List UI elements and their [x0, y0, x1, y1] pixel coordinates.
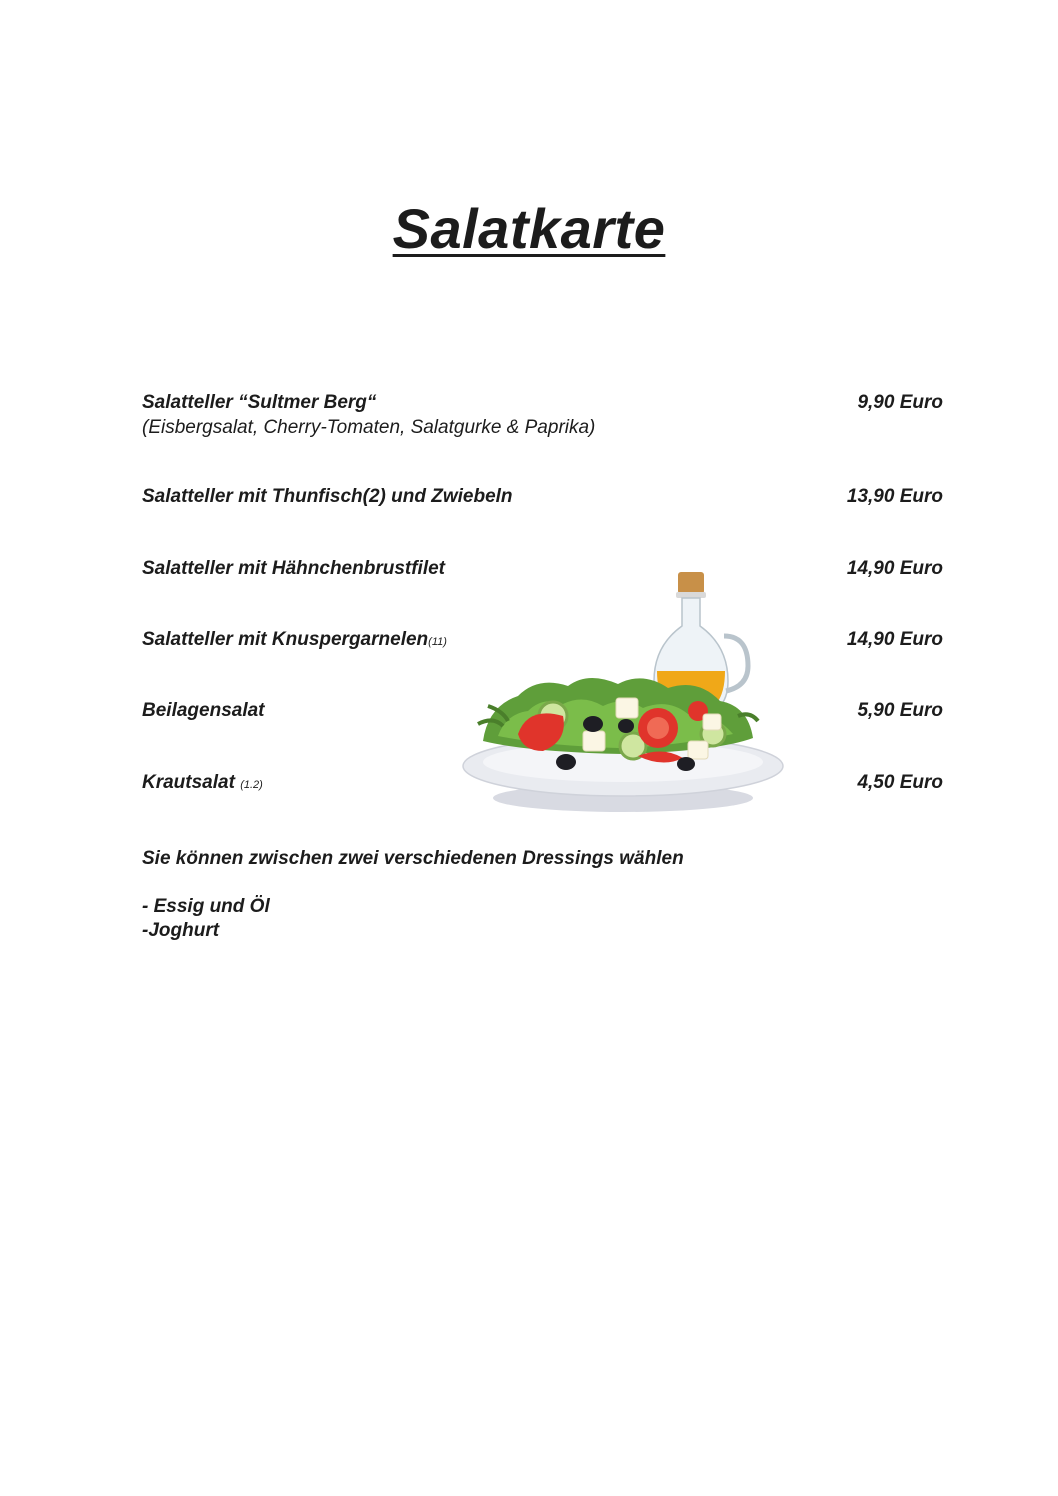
- olive: [556, 754, 576, 770]
- cheese-cube: [703, 714, 721, 730]
- dressing-heading: Sie können zwischen zwei verschiedenen Dressings wählen: [142, 848, 684, 869]
- olive: [677, 757, 695, 771]
- cheese-cube: [688, 741, 708, 759]
- allergen-note: (1.2): [240, 779, 263, 791]
- salad-plate-with-oil-bottle-icon: [458, 566, 788, 816]
- menu-item-label: Salatteller mit Knuspergarnelen: [142, 629, 429, 650]
- menu-item-price: 13,90 Euro: [846, 486, 943, 507]
- dressing-option: -Joghurt: [142, 920, 220, 941]
- cheese-cube: [616, 698, 638, 718]
- menu-item-name: [142, 772, 263, 794]
- menu-item-price: 14,90 Euro: [846, 558, 943, 579]
- page-title: Salatkarte: [392, 197, 666, 260]
- olive: [618, 719, 634, 733]
- menu-item-name: Salatteller mit Thunfisch(2) und Zwiebeln: [142, 486, 513, 507]
- menu-item-description: (Eisbergsalat, Cherry-Tomaten, Salatgurke & Paprika): [142, 417, 596, 438]
- cheese-cube: [583, 731, 605, 751]
- menu-item-label: Krautsalat: [142, 772, 235, 793]
- menu-item-price: 4,50 Euro: [857, 772, 943, 793]
- menu-item-name: Beilagensalat: [142, 700, 265, 721]
- olive: [583, 716, 603, 732]
- menu-item-price: 5,90 Euro: [857, 700, 943, 721]
- menu-item-price: 14,90 Euro: [846, 629, 943, 650]
- menu-item-name: [142, 629, 447, 651]
- menu-item-name: Salatteller mit Hähnchenbrustfilet: [142, 558, 446, 579]
- allergen-note: (11): [428, 636, 447, 648]
- menu-item-price: 9,90 Euro: [857, 392, 943, 413]
- dressing-option: - Essig und Öl: [142, 896, 270, 917]
- tomato-inside: [647, 717, 669, 739]
- menu-item-name: Salatteller “Sultmer Berg“: [142, 392, 377, 413]
